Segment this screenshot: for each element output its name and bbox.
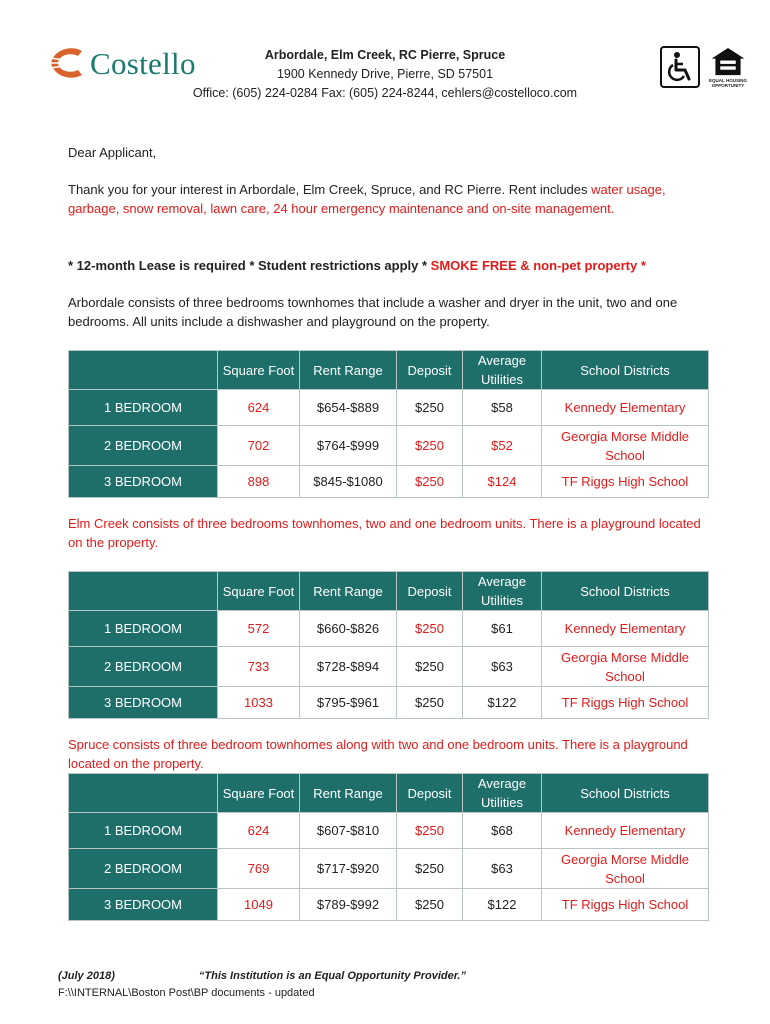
header-blank [69,351,218,390]
school-cell: Kennedy Elementary [542,813,709,849]
deposit-cell: $250 [397,426,463,466]
table-row [69,426,709,466]
costello-logo-icon [48,45,88,81]
row-label: 2 BEDROOM [69,647,218,687]
deposit-cell: $250 [397,647,463,687]
included-services: water usage, garbage, snow removal, lawn care, 24 hour emergency maintenance and on-site management. [68,182,666,216]
deposit-cell: $250 [397,466,463,498]
utilities-cell: $124 [463,466,542,498]
row-label: 3 BEDROOM [69,889,218,921]
utilities-cell: $58 [463,390,542,426]
property-names: Arbordale, Elm Creek, RC Pierre, Spruce [264,48,506,62]
table-header-row [69,351,709,390]
deposit-cell: $250 [397,390,463,426]
page-footer [58,968,466,1002]
equal-opportunity-statement: “This Institution is an Equal Opportunity Provider.” [198,970,466,982]
deposit-cell: $250 [397,889,463,921]
deposit-cell: $250 [397,611,463,647]
square-foot-cell: 898 [218,466,300,498]
col-school-districts: School Districts [542,351,709,390]
row-label: 1 BEDROOM [69,611,218,647]
utilities-cell: $122 [463,687,542,719]
table-row [69,687,709,719]
utilities-cell: $63 [463,647,542,687]
square-foot-cell: 1049 [218,889,300,921]
table-row [69,889,709,921]
rent-range-cell: $845-$1080 [300,466,397,498]
spruce-table [68,773,709,921]
arbordale-table [68,350,709,498]
utilities-cell: $68 [463,813,542,849]
col-average-utilities: Average Utilities [463,572,542,611]
smoke-free-notice: SMOKE FREE & non-pet property * [430,258,646,273]
col-rent-range: Rent Range [300,774,397,813]
letterhead [0,0,770,110]
square-foot-cell: 624 [218,390,300,426]
col-rent-range: Rent Range [300,572,397,611]
school-cell: Kennedy Elementary [542,390,709,426]
company-address [170,46,600,103]
school-cell: Georgia Morse Middle School [542,647,709,687]
header-blank [69,774,218,813]
footer-date: (July 2018) [58,970,115,982]
utilities-cell: $122 [463,889,542,921]
compliance-badges [660,46,750,88]
header-blank [69,572,218,611]
deposit-cell: $250 [397,849,463,889]
rent-range-cell: $789-$992 [300,889,397,921]
table-row [69,390,709,426]
col-square-foot: Square Foot [218,351,300,390]
table-row [69,466,709,498]
rent-range-cell: $654-$889 [300,390,397,426]
intro-paragraph [68,180,718,218]
utilities-cell: $63 [463,849,542,889]
col-average-utilities: Average Utilities [463,351,542,390]
col-square-foot: Square Foot [218,572,300,611]
table-row [69,611,709,647]
rent-range-cell: $764-$999 [300,426,397,466]
lease-requirements: * 12-month Lease is required * Student restrictions apply * [68,258,431,273]
col-average-utilities: Average Utilities [463,774,542,813]
rent-range-cell: $717-$920 [300,849,397,889]
rent-range-cell: $607-$810 [300,813,397,849]
square-foot-cell: 572 [218,611,300,647]
elm-creek-description: Elm Creek consists of three bedrooms townhomes, two and one bedroom units. There is a playground located on the property. [68,516,701,550]
requirements-line [68,256,718,275]
school-cell: TF Riggs High School [542,687,709,719]
table-row [69,813,709,849]
row-label: 3 BEDROOM [69,466,218,498]
rent-range-cell: $660-$826 [300,611,397,647]
table-header-row [69,572,709,611]
rent-range-cell: $795-$961 [300,687,397,719]
square-foot-cell: 702 [218,426,300,466]
street-address: 1900 Kennedy Drive, Pierre, SD 57501 [276,67,494,81]
utilities-cell: $61 [463,611,542,647]
deposit-cell: $250 [397,813,463,849]
equal-housing-icon [706,46,750,88]
footer-statement-line [58,968,466,985]
arbordale-description: Arbordale consists of three bedrooms townhomes that include a washer and dryer in the unit, two and one bedrooms. All units include a dishwasher and playground on the property. [68,295,678,329]
row-label: 2 BEDROOM [69,426,218,466]
table-row [69,849,709,889]
school-cell: TF Riggs High School [542,889,709,921]
square-foot-cell: 624 [218,813,300,849]
elm-creek-table [68,571,709,719]
spruce-description: Spruce consists of three bedroom townhomes along with two and one bedroom units. There is a playground located on the property. [68,737,688,771]
square-foot-cell: 1033 [218,687,300,719]
school-cell: TF Riggs High School [542,466,709,498]
rent-range-cell: $728-$894 [300,647,397,687]
row-label: 1 BEDROOM [69,813,218,849]
col-school-districts: School Districts [542,572,709,611]
greeting: Dear Applicant, [68,145,157,160]
contact-line: Office: (605) 224-0284 Fax: (605) 224-8244, cehlers@costelloco.com [192,86,578,100]
row-label: 1 BEDROOM [69,390,218,426]
col-deposit: Deposit [397,351,463,390]
table-row [69,647,709,687]
logo-text: Costello [90,45,196,81]
intro-text: Thank you for your interest in Arbordale, Elm Creek, Spruce, and RC Pierre. Rent includes [68,182,592,197]
col-deposit: Deposit [397,774,463,813]
col-school-districts: School Districts [542,774,709,813]
utilities-cell: $52 [463,426,542,466]
school-cell: Kennedy Elementary [542,611,709,647]
col-rent-range: Rent Range [300,351,397,390]
col-deposit: Deposit [397,572,463,611]
square-foot-cell: 733 [218,647,300,687]
deposit-cell: $250 [397,687,463,719]
table-header-row [69,774,709,813]
eho-caption: EQUAL HOUSING OPPORTUNITY [709,78,747,88]
square-foot-cell: 769 [218,849,300,889]
col-square-foot: Square Foot [218,774,300,813]
school-cell: Georgia Morse Middle School [542,849,709,889]
wheelchair-accessible-icon [660,46,700,88]
school-cell: Georgia Morse Middle School [542,426,709,466]
row-label: 2 BEDROOM [69,849,218,889]
file-path: F:\\INTERNAL\Boston Post\BP documents - updated [58,987,315,999]
row-label: 3 BEDROOM [69,687,218,719]
